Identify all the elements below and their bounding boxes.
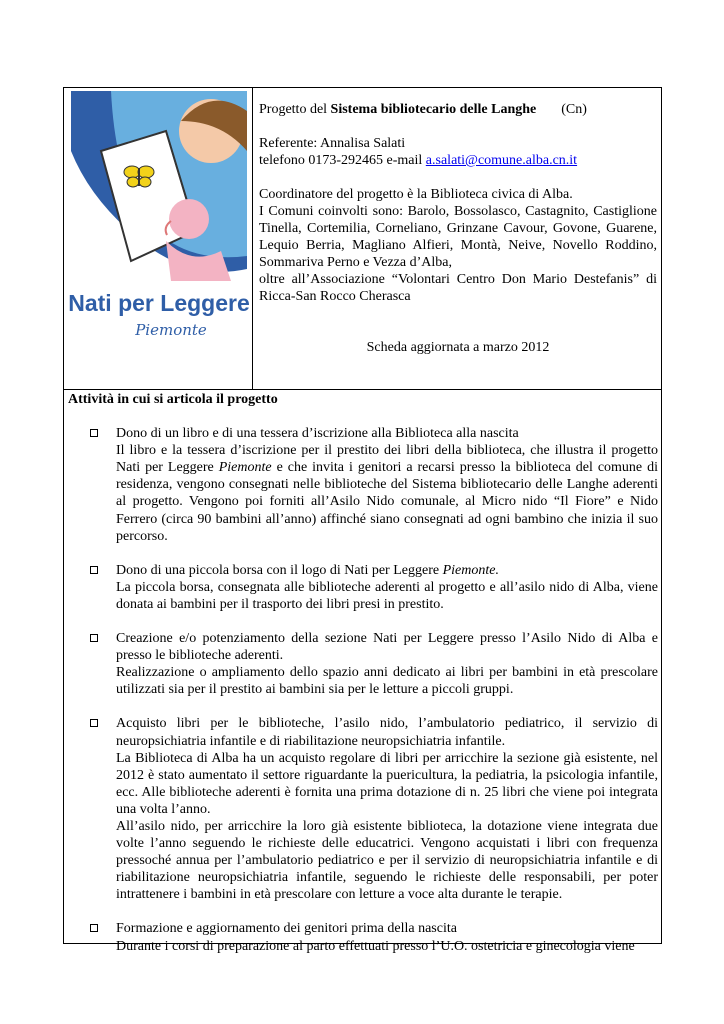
list-item [68, 562, 658, 613]
logo-subtitle: Piemonte [135, 321, 207, 339]
coordinator: Coordinatore del progetto è la Biblioteca civica di Alba. [259, 187, 573, 202]
project-line [259, 101, 657, 118]
header-row [64, 88, 661, 390]
phone-text: telefono 0173-292465 e-mail [259, 153, 426, 168]
item-title: Formazione e aggiornamento dei genitori prima della nascita [116, 921, 457, 937]
project-name: Sistema bibliotecario delle Langhe [330, 102, 537, 117]
project-province: (Cn) [561, 102, 587, 117]
item-title: Dono di una piccola borsa con il logo di Nati per Leggere Piemonte. [116, 562, 499, 578]
communes: I Comuni coinvolti sono: Barolo, Bossolasco, Castagnito, Castiglione Tinella, Cortemilia, Corneliano, Grinzane Cavour, Govone, Guarene, Lequio Berria, Magliano Alfieri, Montà, Neive, Novello Roddino, Sommariva Perno e Vezza d’Alba, [259, 204, 657, 270]
checkbox-bullet-icon [90, 634, 98, 642]
checkbox-bullet-icon [90, 719, 98, 727]
activities-section [68, 391, 658, 972]
item-body: Il libro e la tessera d’iscrizione per il prestito dei libri della biblioteca, che illustra il progetto Nati per Leggere Piemonte e che invita i genitori a recarsi presso la biblioteca del comune di residenza, vengono consegnati nelle biblioteche del Sistema bibliotecario delle Langhe aderenti al progetto. Vengono poi forniti all’Asilo Nido comunale, al Micro nido “Il Fiore” e Nido Ferrero (circa 90 bambini all’anno) affinché siano consegnati ad ogni bambino che inizia il suo percorso. [116, 443, 658, 544]
item-title: Dono di un libro e di una tessera d’iscrizione alla Biblioteca alla nascita [116, 426, 519, 442]
item-body: Realizzazione o ampliamento dello spazio anni dedicato ai libri per bambini in età prescolare utilizzati sia per il prestito ai bambini sia per le letture a piccoli gruppi. [116, 665, 658, 698]
association: oltre all’Associazione “Volontari Centro Don Mario Destefanis” di Ricca-San Rocco Cherasca [259, 272, 657, 304]
logo-cell [64, 88, 253, 389]
checkbox-bullet-icon [90, 429, 98, 437]
item-title: Creazione e/o potenziamento della sezione Nati per Leggere presso l’Asilo Nido di Alba e presso le biblioteche aderenti. [116, 631, 658, 664]
list-item [68, 715, 658, 903]
section-heading: Attività in cui si articola il progetto [68, 392, 278, 407]
document-table [63, 87, 662, 954]
list-item [68, 630, 658, 698]
logo-title: Nati per Leggere [68, 290, 250, 316]
checkbox-bullet-icon [90, 566, 98, 574]
item-body: La piccola borsa, consegnata alle biblioteche aderenti al progetto e all’asilo nido di Alba, viene donata ai bambini per il trasporto dei libri presi in prestito. [116, 579, 658, 612]
list-item [68, 425, 658, 545]
item-body: Durante i corsi di preparazione al parto effettuati presso l’U.O. ostetricia e ginecologia viene [116, 938, 635, 954]
item-body: La Biblioteca di Alba ha un acquisto regolare di libri per arricchire la sezione già esistente, nel 2012 è stato aumentato il settore riguardante la puericultura, la pediatria, la psicologia infantile, ecc. Alle biblioteche aderenti è fornita una prima dotazione di n. 25 libri che viene poi integrata una volta l’anno. [116, 750, 658, 817]
list-item [68, 920, 658, 954]
project-prefix: Progetto del [259, 102, 331, 117]
item-title: Acquisto libri per le biblioteche, l’asilo nido, l’ambulatorio pediatrico, il servizio di neuropsichiatria infantile e di riabilitazione neuropsichiatria infantile. [116, 716, 658, 749]
checkbox-bullet-icon [90, 924, 98, 932]
nati-per-leggere-logo [68, 91, 250, 367]
email-link[interactable]: a.salati@comune.alba.cn.it [425, 153, 578, 168]
updated-date: Scheda aggiornata a marzo 2012 [366, 340, 550, 355]
contact-line [259, 152, 657, 169]
referent: Referente: Annalisa Salati [259, 136, 406, 151]
item-body-continued: All’asilo nido, per arricchire la loro già esistente biblioteca, la dotazione viene integrata due volte l’anno seguendo le richieste delle educatrici. Vengono acquistati i libri con frequenza pressoché annua per l’ambulatorio pediatrico e per il servizio di neuropsichiatria infantile e di riabilitazione neuropsichiatria infantile, seguendo le richieste delle responsabili, per poter intrattenere i bambini in età prescolare con letture a voce alta durante le terapie. [116, 818, 658, 903]
project-info [259, 101, 657, 356]
